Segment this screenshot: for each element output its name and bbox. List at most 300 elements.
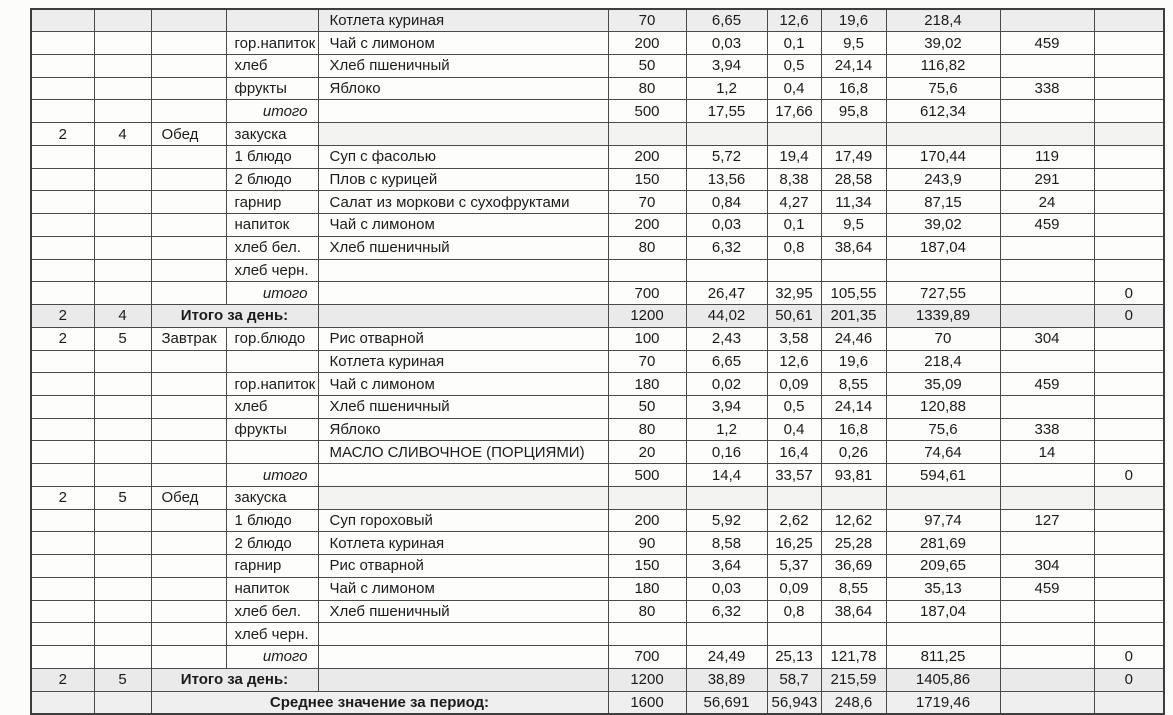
cell-vitc: [1000, 600, 1094, 623]
cell-course: итого: [226, 464, 318, 487]
cell-weight: 700: [608, 282, 686, 305]
cell-weight: 80: [608, 77, 686, 100]
menu-nutrition-table: [30, 8, 1165, 715]
cell-weight: 100: [608, 327, 686, 350]
cell-vitc: 459: [1000, 32, 1094, 55]
cell-carbs: 248,6: [821, 691, 886, 714]
cell-fat: 12,6: [767, 350, 821, 373]
cell-weight: 700: [608, 646, 686, 669]
table-row: [31, 123, 1164, 146]
cell-protein: 8,58: [686, 532, 767, 555]
cell-carbs: 16,8: [821, 77, 886, 100]
cell-weight: 70: [608, 191, 686, 214]
cell-weight: 50: [608, 54, 686, 77]
cell-dish: Котлета куриная: [318, 350, 608, 373]
cell-weight: 180: [608, 373, 686, 396]
cell-weight: 1600: [608, 691, 686, 714]
cell-week: 2: [31, 123, 94, 146]
cell-note: [1094, 350, 1164, 373]
cell-protein: 17,55: [686, 100, 767, 123]
cell-protein: 3,94: [686, 54, 767, 77]
cell-week: [31, 100, 94, 123]
cell-note: 0: [1094, 305, 1164, 328]
cell-course: 1 блюдо: [226, 145, 318, 168]
table-row: [31, 623, 1164, 646]
cell-fat: 4,27: [767, 191, 821, 214]
cell-week: [31, 32, 94, 55]
cell-total-label: Среднее значение за период:: [151, 691, 608, 714]
cell-dish: Яблоко: [318, 418, 608, 441]
cell-protein: 6,65: [686, 350, 767, 373]
cell-dish: Котлета куриная: [318, 532, 608, 555]
cell-day: [94, 509, 151, 532]
cell-vitc: 304: [1000, 327, 1094, 350]
cell-week: [31, 418, 94, 441]
cell-protein: [686, 259, 767, 282]
cell-protein: 0,16: [686, 441, 767, 464]
cell-vitc: 14: [1000, 441, 1094, 464]
cell-protein: 0,02: [686, 373, 767, 396]
cell-fat: 0,09: [767, 373, 821, 396]
cell-calories: 594,61: [886, 464, 1000, 487]
cell-dish: [318, 305, 608, 328]
table-row: [31, 145, 1164, 168]
cell-note: [1094, 168, 1164, 191]
cell-calories: [886, 259, 1000, 282]
cell-vitc: 459: [1000, 577, 1094, 600]
cell-carbs: 201,35: [821, 305, 886, 328]
cell-day: [94, 145, 151, 168]
cell-week: [31, 282, 94, 305]
cell-course: напиток: [226, 214, 318, 237]
cell-day: [94, 464, 151, 487]
cell-vitc: [1000, 464, 1094, 487]
cell-course: итого: [226, 282, 318, 305]
cell-calories: 39,02: [886, 214, 1000, 237]
cell-dish: Котлета куриная: [318, 9, 608, 32]
cell-calories: 1405,86: [886, 668, 1000, 691]
cell-weight: 150: [608, 555, 686, 578]
cell-weight: 1200: [608, 668, 686, 691]
cell-note: [1094, 77, 1164, 100]
cell-fat: 58,7: [767, 668, 821, 691]
cell-day: [94, 600, 151, 623]
cell-week: [31, 464, 94, 487]
table-row: [31, 259, 1164, 282]
cell-dish: [318, 123, 608, 146]
cell-calories: 209,65: [886, 555, 1000, 578]
cell-dish: Чай с лимоном: [318, 214, 608, 237]
cell-day: [94, 54, 151, 77]
cell-calories: 281,69: [886, 532, 1000, 555]
table-row: [31, 9, 1164, 32]
cell-vitc: 119: [1000, 145, 1094, 168]
table-row: [31, 54, 1164, 77]
cell-day: [94, 577, 151, 600]
cell-vitc: [1000, 350, 1094, 373]
cell-week: [31, 214, 94, 237]
cell-course: гарнир: [226, 555, 318, 578]
cell-vitc: 338: [1000, 77, 1094, 100]
cell-fat: 25,13: [767, 646, 821, 669]
cell-vitc: [1000, 259, 1094, 282]
cell-week: [31, 168, 94, 191]
cell-week: [31, 259, 94, 282]
cell-course: итого: [226, 646, 318, 669]
cell-day: 4: [94, 305, 151, 328]
cell-protein: 6,65: [686, 9, 767, 32]
cell-carbs: 0,26: [821, 441, 886, 464]
table-row: [31, 418, 1164, 441]
cell-calories: 1339,89: [886, 305, 1000, 328]
cell-calories: 35,09: [886, 373, 1000, 396]
cell-protein: 5,92: [686, 509, 767, 532]
cell-carbs: 105,55: [821, 282, 886, 305]
cell-protein: 26,47: [686, 282, 767, 305]
table-row: [31, 555, 1164, 578]
cell-day: [94, 532, 151, 555]
cell-course: хлеб: [226, 395, 318, 418]
cell-week: [31, 600, 94, 623]
cell-calories: 120,88: [886, 395, 1000, 418]
cell-note: 0: [1094, 668, 1164, 691]
cell-note: 0: [1094, 464, 1164, 487]
cell-note: 0: [1094, 646, 1164, 669]
cell-note: [1094, 395, 1164, 418]
cell-day: [94, 623, 151, 646]
cell-weight: 200: [608, 214, 686, 237]
cell-week: [31, 191, 94, 214]
cell-note: [1094, 327, 1164, 350]
cell-weight: 80: [608, 236, 686, 259]
cell-fat: [767, 259, 821, 282]
cell-course: 1 блюдо: [226, 509, 318, 532]
cell-fat: 0,8: [767, 600, 821, 623]
cell-fat: 0,4: [767, 77, 821, 100]
cell-protein: 2,43: [686, 327, 767, 350]
cell-calories: 87,15: [886, 191, 1000, 214]
cell-protein: 3,94: [686, 395, 767, 418]
cell-meal: [151, 577, 226, 600]
cell-fat: [767, 123, 821, 146]
cell-note: [1094, 54, 1164, 77]
cell-calories: 218,4: [886, 9, 1000, 32]
cell-protein: [686, 123, 767, 146]
cell-protein: 6,32: [686, 600, 767, 623]
cell-fat: 17,66: [767, 100, 821, 123]
cell-vitc: [1000, 532, 1094, 555]
cell-carbs: 24,46: [821, 327, 886, 350]
cell-note: [1094, 441, 1164, 464]
cell-calories: [886, 486, 1000, 509]
table-row: [31, 168, 1164, 191]
cell-carbs: 9,5: [821, 214, 886, 237]
cell-week: [31, 577, 94, 600]
cell-carbs: [821, 123, 886, 146]
cell-protein: 0,03: [686, 577, 767, 600]
cell-note: [1094, 555, 1164, 578]
cell-note: 0: [1094, 282, 1164, 305]
cell-carbs: 38,64: [821, 600, 886, 623]
cell-weight: [608, 623, 686, 646]
table-row: [31, 214, 1164, 237]
cell-day: [94, 555, 151, 578]
cell-carbs: 25,28: [821, 532, 886, 555]
cell-protein: 24,49: [686, 646, 767, 669]
cell-vitc: 459: [1000, 373, 1094, 396]
cell-note: [1094, 532, 1164, 555]
cell-weight: 200: [608, 509, 686, 532]
cell-meal: [151, 509, 226, 532]
cell-meal: Завтрак: [151, 327, 226, 350]
cell-week: [31, 555, 94, 578]
cell-fat: 50,61: [767, 305, 821, 328]
cell-note: [1094, 691, 1164, 714]
cell-carbs: [821, 623, 886, 646]
cell-vitc: 127: [1000, 509, 1094, 532]
cell-meal: [151, 646, 226, 669]
cell-vitc: [1000, 123, 1094, 146]
cell-vitc: [1000, 236, 1094, 259]
cell-course: хлеб: [226, 54, 318, 77]
cell-vitc: [1000, 623, 1094, 646]
cell-protein: 0,03: [686, 214, 767, 237]
cell-vitc: 304: [1000, 555, 1094, 578]
table-row: [31, 350, 1164, 373]
cell-meal: [151, 32, 226, 55]
cell-dish: Суп гороховый: [318, 509, 608, 532]
cell-carbs: 17,49: [821, 145, 886, 168]
table-row: [31, 668, 1164, 691]
table-row: [31, 532, 1164, 555]
cell-fat: 8,38: [767, 168, 821, 191]
cell-protein: 38,89: [686, 668, 767, 691]
table-row: [31, 395, 1164, 418]
table-row: [31, 236, 1164, 259]
cell-calories: 612,34: [886, 100, 1000, 123]
cell-calories: 70: [886, 327, 1000, 350]
cell-protein: 56,691: [686, 691, 767, 714]
cell-meal: Обед: [151, 123, 226, 146]
cell-meal: [151, 259, 226, 282]
cell-dish: [318, 623, 608, 646]
cell-week: [31, 145, 94, 168]
cell-meal: [151, 282, 226, 305]
cell-meal: [151, 191, 226, 214]
cell-weight: 80: [608, 418, 686, 441]
cell-note: [1094, 259, 1164, 282]
cell-meal: [151, 555, 226, 578]
table-row: [31, 77, 1164, 100]
cell-note: [1094, 123, 1164, 146]
cell-course: гор.блюдо: [226, 327, 318, 350]
cell-calories: 74,64: [886, 441, 1000, 464]
cell-course: хлеб бел.: [226, 600, 318, 623]
table-row: [31, 100, 1164, 123]
cell-course: хлеб бел.: [226, 236, 318, 259]
cell-fat: [767, 623, 821, 646]
cell-meal: [151, 350, 226, 373]
table-row: [31, 373, 1164, 396]
cell-calories: [886, 123, 1000, 146]
cell-vitc: 459: [1000, 214, 1094, 237]
table-row: [31, 191, 1164, 214]
cell-note: [1094, 236, 1164, 259]
cell-calories: 170,44: [886, 145, 1000, 168]
cell-carbs: 28,58: [821, 168, 886, 191]
cell-dish: [318, 646, 608, 669]
cell-calories: 811,25: [886, 646, 1000, 669]
cell-dish: Рис отварной: [318, 555, 608, 578]
cell-course: фрукты: [226, 418, 318, 441]
cell-week: [31, 646, 94, 669]
cell-meal: [151, 623, 226, 646]
cell-note: [1094, 509, 1164, 532]
cell-meal: [151, 54, 226, 77]
cell-weight: [608, 486, 686, 509]
cell-calories: 727,55: [886, 282, 1000, 305]
cell-protein: 1,2: [686, 77, 767, 100]
cell-protein: 44,02: [686, 305, 767, 328]
cell-carbs: 36,69: [821, 555, 886, 578]
cell-calories: 116,82: [886, 54, 1000, 77]
cell-day: [94, 9, 151, 32]
cell-note: [1094, 214, 1164, 237]
cell-dish: [318, 464, 608, 487]
cell-fat: 5,37: [767, 555, 821, 578]
cell-fat: 12,6: [767, 9, 821, 32]
cell-course: 2 блюдо: [226, 168, 318, 191]
cell-course: закуска: [226, 123, 318, 146]
cell-dish: [318, 100, 608, 123]
cell-note: [1094, 145, 1164, 168]
cell-carbs: 8,55: [821, 577, 886, 600]
cell-carbs: 24,14: [821, 54, 886, 77]
cell-week: 2: [31, 305, 94, 328]
cell-meal: [151, 145, 226, 168]
table-row: [31, 441, 1164, 464]
cell-vitc: [1000, 646, 1094, 669]
cell-day: 4: [94, 123, 151, 146]
cell-day: 5: [94, 327, 151, 350]
cell-course: закуска: [226, 486, 318, 509]
cell-weight: 500: [608, 100, 686, 123]
cell-protein: [686, 623, 767, 646]
cell-day: [94, 259, 151, 282]
cell-calories: 187,04: [886, 236, 1000, 259]
cell-weight: 200: [608, 145, 686, 168]
cell-calories: 97,74: [886, 509, 1000, 532]
cell-week: [31, 623, 94, 646]
cell-course: напиток: [226, 577, 318, 600]
cell-calories: 75,6: [886, 418, 1000, 441]
cell-dish: Чай с лимоном: [318, 577, 608, 600]
cell-vitc: [1000, 668, 1094, 691]
cell-week: [31, 236, 94, 259]
cell-meal: Обед: [151, 486, 226, 509]
cell-course: итого: [226, 100, 318, 123]
cell-calories: [886, 623, 1000, 646]
table-body: [31, 9, 1164, 714]
cell-day: 5: [94, 486, 151, 509]
cell-day: [94, 646, 151, 669]
cell-weight: 20: [608, 441, 686, 464]
table-row: [31, 282, 1164, 305]
cell-note: [1094, 100, 1164, 123]
cell-fat: 19,4: [767, 145, 821, 168]
cell-week: [31, 9, 94, 32]
cell-vitc: [1000, 691, 1094, 714]
cell-weight: 90: [608, 532, 686, 555]
cell-carbs: [821, 486, 886, 509]
table-row: [31, 691, 1164, 714]
cell-meal: [151, 532, 226, 555]
cell-carbs: 12,62: [821, 509, 886, 532]
table-row: [31, 464, 1164, 487]
cell-vitc: [1000, 282, 1094, 305]
cell-note: [1094, 623, 1164, 646]
cell-week: 2: [31, 486, 94, 509]
cell-protein: 14,4: [686, 464, 767, 487]
cell-week: [31, 532, 94, 555]
cell-fat: 0,1: [767, 32, 821, 55]
cell-course: гор.напиток: [226, 32, 318, 55]
cell-note: [1094, 191, 1164, 214]
cell-weight: 70: [608, 9, 686, 32]
cell-fat: 3,58: [767, 327, 821, 350]
cell-calories: 243,9: [886, 168, 1000, 191]
cell-vitc: [1000, 395, 1094, 418]
cell-week: [31, 54, 94, 77]
cell-dish: Чай с лимоном: [318, 32, 608, 55]
cell-dish: Суп с фасолью: [318, 145, 608, 168]
cell-carbs: 121,78: [821, 646, 886, 669]
cell-meal: [151, 464, 226, 487]
cell-total-label: Итого за день:: [151, 305, 318, 328]
cell-meal: [151, 168, 226, 191]
cell-carbs: 24,14: [821, 395, 886, 418]
cell-carbs: 93,81: [821, 464, 886, 487]
cell-calories: 39,02: [886, 32, 1000, 55]
cell-dish: МАСЛО СЛИВОЧНОЕ (ПОРЦИЯМИ): [318, 441, 608, 464]
cell-dish: [318, 259, 608, 282]
cell-course: [226, 350, 318, 373]
cell-day: [94, 441, 151, 464]
cell-weight: [608, 259, 686, 282]
cell-calories: 187,04: [886, 600, 1000, 623]
cell-dish: Рис отварной: [318, 327, 608, 350]
cell-fat: 0,4: [767, 418, 821, 441]
cell-vitc: 291: [1000, 168, 1094, 191]
cell-vitc: [1000, 54, 1094, 77]
cell-weight: 200: [608, 32, 686, 55]
cell-weight: 150: [608, 168, 686, 191]
cell-fat: 0,8: [767, 236, 821, 259]
cell-note: [1094, 32, 1164, 55]
cell-calories: 75,6: [886, 77, 1000, 100]
cell-fat: 0,5: [767, 395, 821, 418]
cell-course: фрукты: [226, 77, 318, 100]
cell-day: [94, 100, 151, 123]
cell-carbs: 9,5: [821, 32, 886, 55]
cell-meal: [151, 100, 226, 123]
cell-meal: [151, 418, 226, 441]
cell-dish: Хлеб пшеничный: [318, 236, 608, 259]
cell-week: [31, 509, 94, 532]
cell-dish: Хлеб пшеничный: [318, 600, 608, 623]
cell-protein: 6,32: [686, 236, 767, 259]
cell-fat: 32,95: [767, 282, 821, 305]
